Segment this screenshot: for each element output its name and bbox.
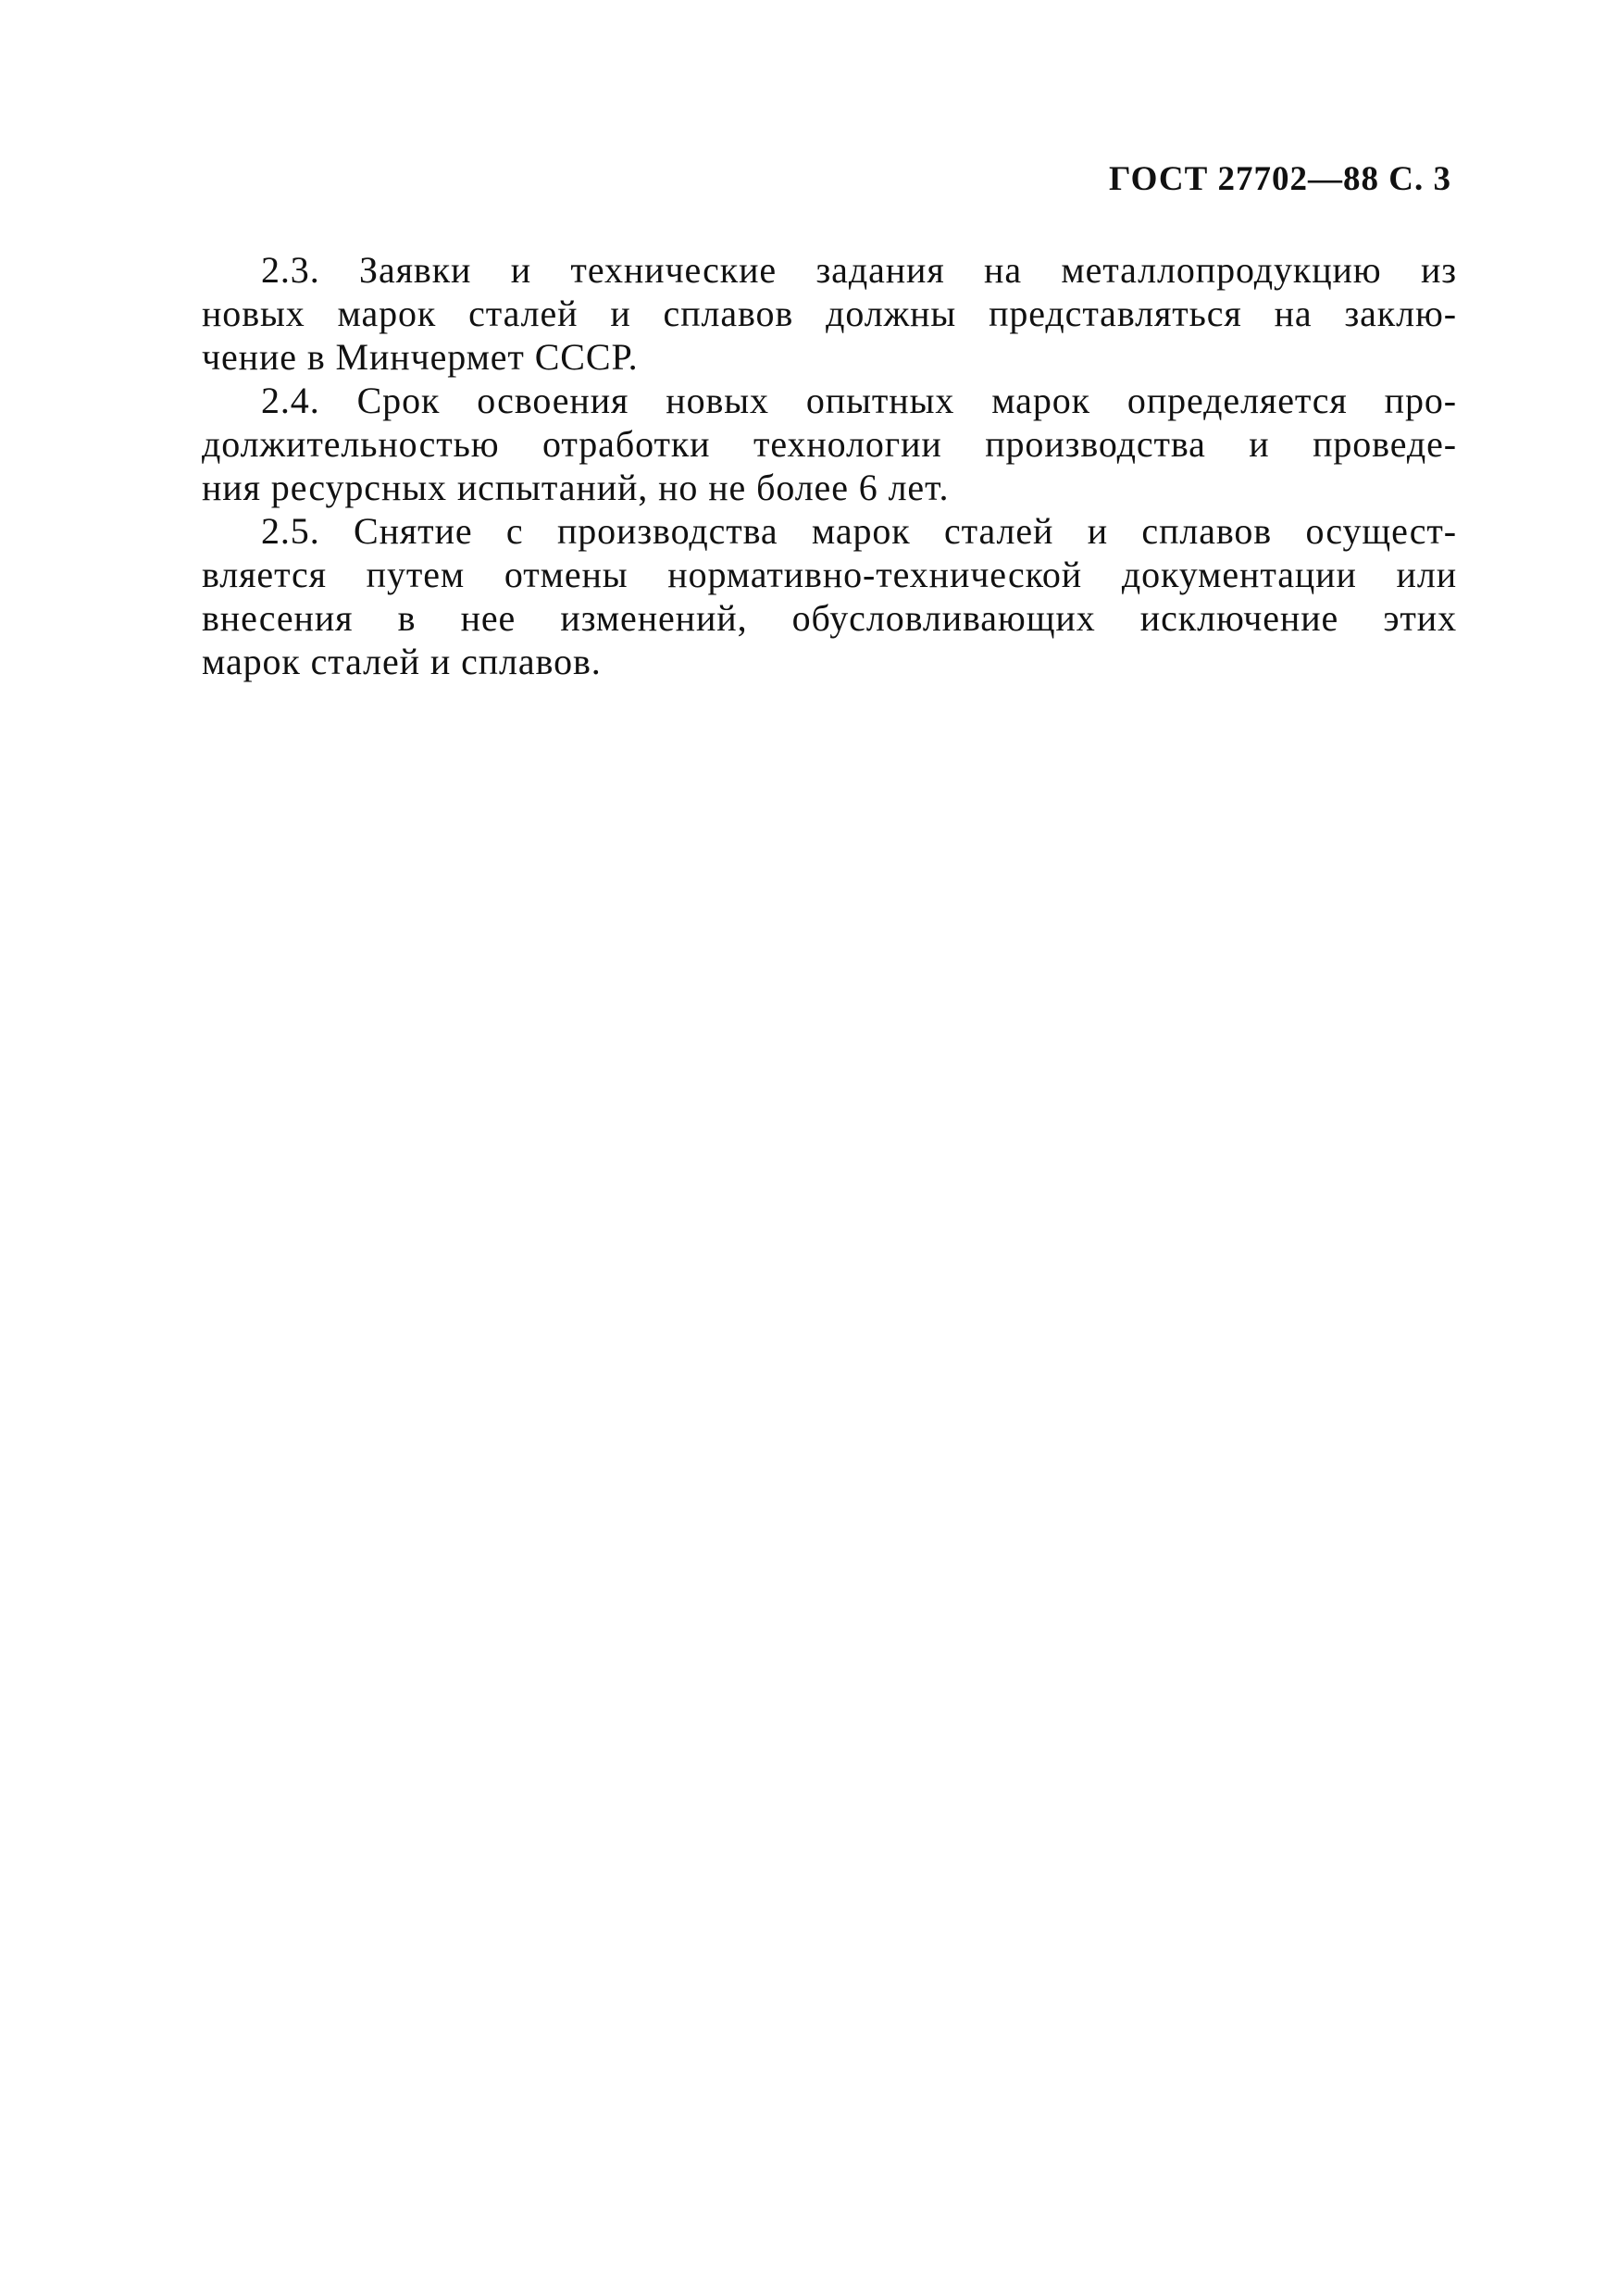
paragraph-2-3 — [202, 248, 1457, 379]
paragraph-line: новых марок сталей и сплавов должны представляться на заклю- — [202, 293, 1457, 334]
paragraph-line — [202, 379, 1457, 422]
running-header: ГОСТ 27702—88 С. 3 — [1109, 160, 1451, 198]
paragraph-text: Срок освоения новых опытных марок определяется про- — [356, 380, 1458, 421]
document-body — [202, 248, 1457, 683]
paragraph-line: ния ресурсных испытаний, но не более 6 лет. — [202, 467, 950, 508]
paragraph-number: 2.4. — [261, 380, 320, 421]
paragraph-line: марок сталей и сплавов. — [202, 641, 602, 682]
paragraph-line: должительностью отработки технологии производства и проведе- — [202, 423, 1457, 465]
paragraph-line — [202, 248, 1457, 292]
paragraph-number: 2.3. — [261, 249, 320, 291]
paragraph-text: Заявки и технические задания на металлопродукцию из — [359, 249, 1457, 291]
paragraph-line: внесения в нее изменений, обусловливающих исключение этих — [202, 597, 1457, 639]
paragraph-2-4 — [202, 379, 1457, 509]
paragraph-number: 2.5. — [261, 510, 320, 552]
paragraph-line: чение в Минчермет СССР. — [202, 336, 639, 378]
paragraph-text: Снятие с производства марок сталей и сплавов осущест- — [354, 510, 1458, 552]
paragraph-line: вляется путем отмены нормативно-технической документации или — [202, 554, 1457, 595]
paragraph-line — [202, 509, 1457, 553]
paragraph-2-5 — [202, 509, 1457, 683]
